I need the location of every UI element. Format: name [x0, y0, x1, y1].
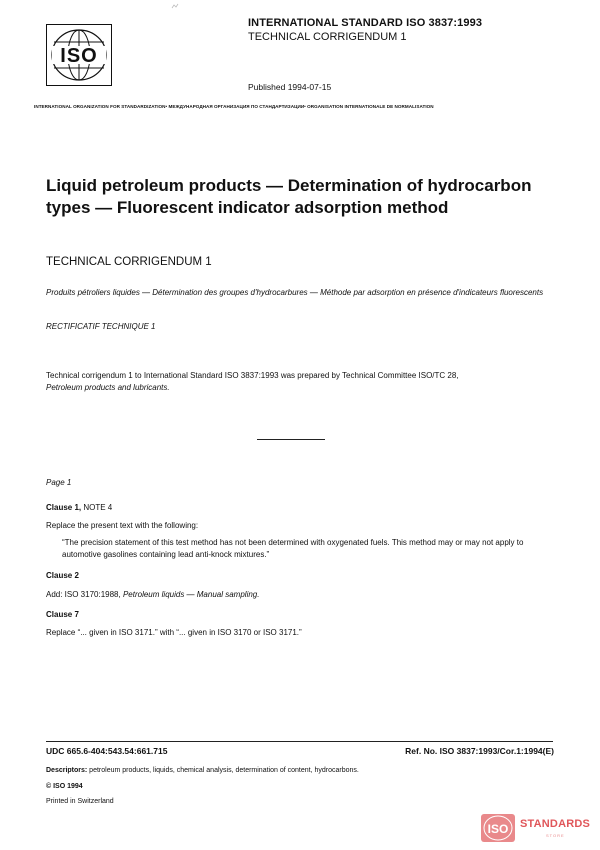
intro-text: Technical corrigendum 1 to International Standard ISO 3837:1993 was prepared by Technical Committee ISO/TC 28,	[46, 371, 459, 380]
corrigendum-heading: TECHNICAL CORRIGENDUM 1	[46, 256, 212, 268]
descriptors-list: petroleum products, liquids, chemical analysis, determination of content, hydrocarbons.	[87, 767, 359, 774]
iso-logo-text: ISO	[60, 45, 98, 67]
published-date: Published 1994-07-15	[248, 82, 332, 92]
store-name: STANDARDS	[520, 818, 591, 830]
descriptors-label: Descriptors:	[46, 767, 88, 774]
footer-rule	[46, 741, 553, 742]
separator-rule	[257, 439, 325, 440]
scan-mark	[170, 3, 180, 11]
store-subtitle: STORE	[546, 833, 565, 838]
clause-7-heading: Clause 7	[46, 610, 79, 619]
french-title: Produits pétroliers liquides — Détermination des groupes d'hydrocarbures — Méthode par adsorption en présence d'indicateurs fluorescents	[46, 288, 544, 297]
store-logo-text: ISO	[487, 822, 509, 836]
descriptors	[46, 767, 359, 774]
clause-7-text: Replace “... given in ISO 3171.” with “... given in ISO 3170 or ISO 3171.”	[46, 628, 302, 637]
copyright: © ISO 1994	[46, 783, 83, 790]
clause-2-add: Add: ISO 3170:1988,	[46, 590, 123, 599]
document-title: Liquid petroleum products — Determination of hydrocarbon types — Fluorescent indicator adsorption method	[46, 176, 532, 217]
corrigendum-label: TECHNICAL CORRIGENDUM 1	[248, 31, 407, 43]
store-logo-icon	[480, 812, 516, 844]
committee-name: Petroleum products and lubricants.	[46, 383, 170, 392]
clause-2-text	[46, 589, 259, 601]
french-corrigendum: RECTIFICATIF TECHNIQUE 1	[46, 322, 156, 331]
clause-2-heading: Clause 2	[46, 571, 79, 580]
page-reference: Page 1	[46, 478, 72, 487]
store-watermark	[480, 812, 594, 844]
udc-code: UDC 665.6-404:543.54:661.715	[46, 746, 168, 756]
printed-location: Printed in Switzerland	[46, 798, 114, 805]
clause-1-quote: “The precision statement of this test method has not been determined with oxygenated fuels. This method may or may not apply to automotive gasolines containing lead anti-knock mixtures.”	[62, 538, 524, 559]
clause-1-instruction: Replace the present text with the following:	[46, 521, 199, 530]
standard-number: INTERNATIONAL STANDARD ISO 3837:1993	[248, 17, 483, 29]
iso-logo	[46, 24, 112, 86]
intro-paragraph	[46, 370, 552, 394]
organization-line: INTERNATIONAL ORGANIZATION FOR STANDARDIZATION• МЕЖДУНАРОДНАЯ ОРГАНИЗАЦИЯ ПО СТАНДАРТИЗАЦИИ• ORGANISATION INTERNATIONALE DE NORMALISATION	[34, 104, 434, 109]
clause-1-heading	[46, 503, 112, 512]
clause-2-reference: Petroleum liquids — Manual sampling.	[122, 590, 260, 599]
clause-1-note: NOTE 4	[81, 503, 113, 512]
reference-number: Ref. No. ISO 3837:1993/Cor.1:1994(E)	[405, 746, 554, 756]
clause-1-label: Clause 1,	[46, 503, 82, 512]
